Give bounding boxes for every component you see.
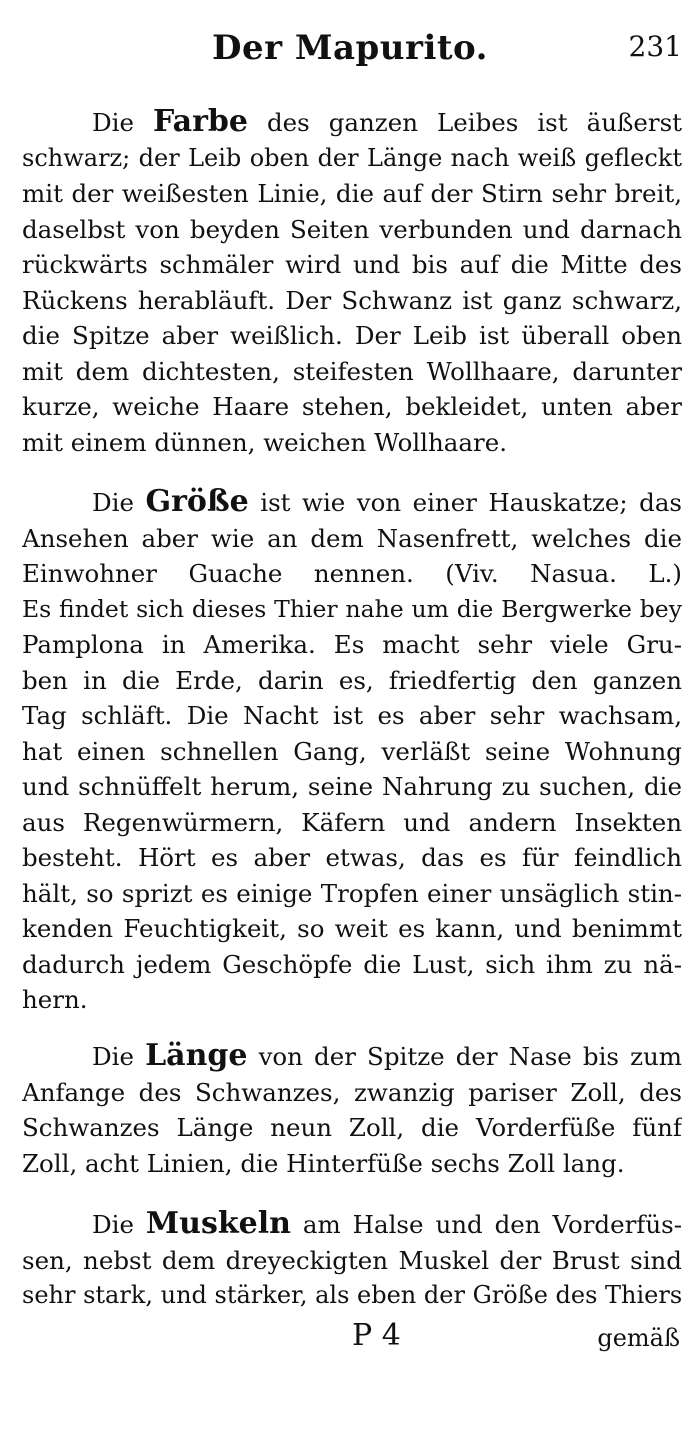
text-line: die Spitze aber weißlich. Der Leib ist überall oben (22, 321, 682, 350)
text-line: und schnüffelt herum, seine Nahrung zu suchen, die (22, 772, 682, 801)
text-line: Tag schläft. Die Nacht ist es aber sehr wachsam, (22, 701, 682, 730)
text-line: ben in die Erde, darin es, friedfertig den ganzen (22, 665, 682, 695)
catchword: gemäß (597, 1324, 680, 1352)
text-line: mit dem dichtesten, steifesten Wollhaare, darunter (22, 356, 682, 386)
page-footer (0, 1318, 700, 1358)
text-line: sen, nebst dem dreyeckigten Muskel der Brust sind (22, 1245, 682, 1275)
paragraph-lead: Die (92, 108, 153, 137)
emphasized-word: Größe (145, 484, 249, 519)
emphasized-word: Muskeln (145, 1206, 291, 1241)
running-title: Der Mapurito. (212, 28, 488, 68)
paragraph-first-line (22, 104, 682, 141)
paragraph-first-line (22, 1038, 682, 1075)
text-line: Einwohner Guache nennen. (Viv. Nasua. L.) (22, 559, 682, 588)
paragraph-lead: Die (92, 1042, 146, 1071)
text-line: daselbst von beyden Seiten verbunden und darnach (22, 214, 682, 244)
text-line: kenden Feuchtigkeit, so weit es kann, und benimmt (22, 914, 682, 943)
paragraph-lead: Die (92, 1210, 146, 1239)
text-line: Rückens herabläuft. Der Schwanz ist ganz schwarz, (22, 285, 682, 315)
text-line: Schwanzes Länge neun Zoll, die Vorderfüße fünf (22, 1113, 682, 1142)
text-line: hält, so sprizt es einige Tropfen einer unsäglich stin- (22, 878, 682, 908)
text-line: Anfange des Schwanzes, zwanzig pariser Zoll, des (22, 1077, 682, 1107)
text-line: hat einen schnellen Gang, verläßt seine Wohnung (22, 736, 682, 766)
text-line: Pamplona in Amerika. Es macht sehr viele Gru- (22, 630, 682, 659)
paragraph-lead: Die (92, 488, 146, 517)
paragraph-muscles (22, 1206, 682, 1314)
text-line: aus Regenwürmern, Käfern und andern Insekten (22, 807, 682, 837)
text-line: ist wie von einer Hauskatze; das (248, 488, 682, 517)
text-line: Es findet sich dieses Thier nahe um die Bergwerke bey (22, 594, 682, 623)
text-line: mit der weißesten Linie, die auf der Stirn sehr breit, (22, 179, 682, 208)
text-line: des ganzen Leibes ist äußerst (247, 108, 682, 137)
signature-mark: P 4 (352, 1318, 401, 1353)
paragraph-size (22, 484, 682, 1018)
text-line: mit einem dünnen, weichen Wollhaare. (22, 427, 508, 457)
text-line: dadurch jedem Geschöpfe die Lust, sich ihm zu nä- (22, 949, 682, 979)
text-line: hern. (22, 985, 88, 1014)
page-number: 231 (628, 30, 682, 63)
text-line: von der Spitze der Nase bis zum (247, 1042, 682, 1071)
paragraph-colour (22, 104, 682, 460)
emphasized-word: Farbe (152, 104, 248, 139)
text-line: kurze, weiche Haare stehen, bekleidet, unten aber (22, 392, 682, 421)
text-line: am Halse und den Vorderfüs- (290, 1210, 682, 1239)
text-line: Ansehen aber wie an dem Nasenfrett, welches die (22, 523, 682, 553)
paragraph-first-line (22, 484, 682, 521)
text-line: sehr stark, und stärker, als eben der Größe des Thiers (22, 1281, 682, 1309)
paragraph-length (22, 1038, 682, 1181)
text-line: rückwärts schmäler wird und bis auf die Mitte des (22, 250, 682, 279)
paragraph-first-line (22, 1206, 682, 1243)
text-line: besteht. Hört es aber etwas, das es für feindlich (22, 843, 682, 872)
emphasized-word: Länge (145, 1038, 248, 1073)
text-line: Zoll, acht Linien, die Hinterfüße sechs Zoll lang. (22, 1148, 625, 1178)
text-line: schwarz; der Leib oben der Länge nach weiß gefleckt (22, 143, 682, 172)
